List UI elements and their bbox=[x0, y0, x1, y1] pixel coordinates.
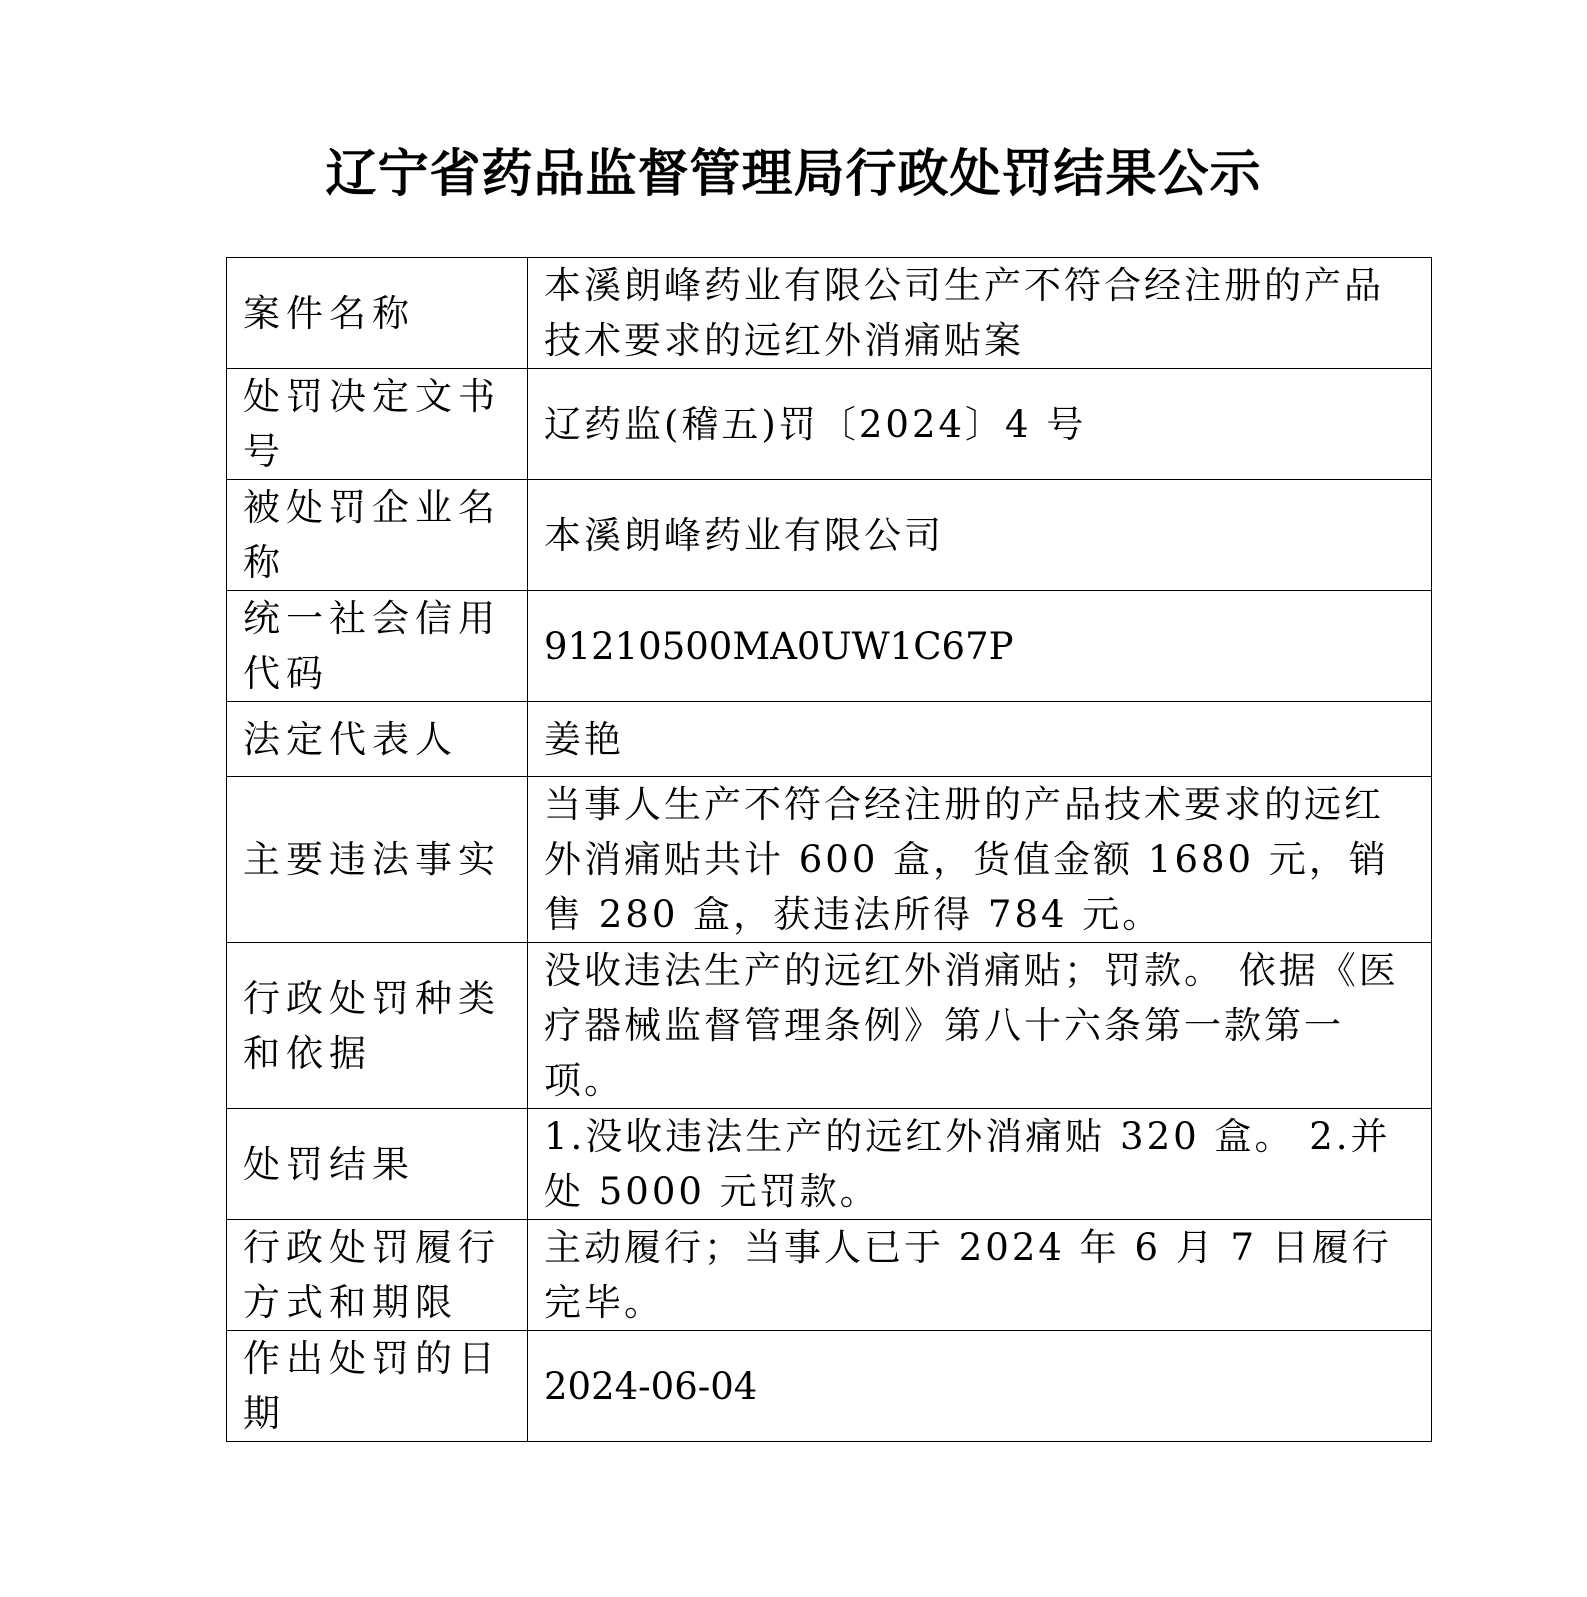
credit-code-label: 统一社会信用代码 bbox=[227, 591, 528, 702]
table-row-credit-code bbox=[227, 591, 1432, 702]
penalty-result-label: 处罚结果 bbox=[227, 1109, 528, 1220]
penalty-result-value: 1.没收违法生产的远红外消痛贴 320 盒。 2.并处 5000 元罚款。 bbox=[528, 1109, 1432, 1220]
page-title: 辽宁省药品监督管理局行政处罚结果公示 bbox=[325, 145, 1262, 204]
table-row-decision-number bbox=[227, 369, 1432, 480]
decision-number-value: 辽药监(稽五)罚〔2024〕4 号 bbox=[528, 369, 1432, 480]
penalty-basis-value: 没收违法生产的远红外消痛贴；罚款。 依据《医疗器械监督管理条例》第八十六条第一款第一项。 bbox=[528, 943, 1432, 1109]
table-row-penalty-result bbox=[227, 1109, 1432, 1220]
table-row-legal-rep bbox=[227, 702, 1432, 777]
fulfillment-value: 主动履行；当事人已于 2024 年 6 月 7 日履行完毕。 bbox=[528, 1220, 1432, 1331]
legal-rep-label: 法定代表人 bbox=[227, 702, 528, 777]
table-row-fulfillment bbox=[227, 1220, 1432, 1331]
case-name-label: 案件名称 bbox=[227, 258, 528, 369]
table-row-penalty-basis bbox=[227, 943, 1432, 1109]
violation-facts-label: 主要违法事实 bbox=[227, 777, 528, 943]
violation-facts-value: 当事人生产不符合经注册的产品技术要求的远红外消痛贴共计 600 盒，货值金额 1680 元，销售 280 盒，获违法所得 784 元。 bbox=[528, 777, 1432, 943]
penalty-date-label: 作出处罚的日期 bbox=[227, 1331, 528, 1442]
table-row-company-name bbox=[227, 480, 1432, 591]
case-name-value: 本溪朗峰药业有限公司生产不符合经注册的产品技术要求的远红外消痛贴案 bbox=[528, 258, 1432, 369]
table-row-penalty-date bbox=[227, 1331, 1432, 1442]
table-row-case-name bbox=[227, 258, 1432, 369]
company-name-value: 本溪朗峰药业有限公司 bbox=[528, 480, 1432, 591]
credit-code-value: 91210500MA0UW1C67P bbox=[528, 591, 1432, 702]
penalty-date-value: 2024-06-04 bbox=[528, 1331, 1432, 1442]
decision-number-label: 处罚决定文书号 bbox=[227, 369, 528, 480]
fulfillment-label: 行政处罚履行方式和期限 bbox=[227, 1220, 528, 1331]
table-row-violation-facts bbox=[227, 777, 1432, 943]
legal-rep-value: 姜艳 bbox=[528, 702, 1432, 777]
company-name-label: 被处罚企业名称 bbox=[227, 480, 528, 591]
penalty-basis-label: 行政处罚种类和依据 bbox=[227, 943, 528, 1109]
penalty-info-table bbox=[226, 257, 1432, 1442]
